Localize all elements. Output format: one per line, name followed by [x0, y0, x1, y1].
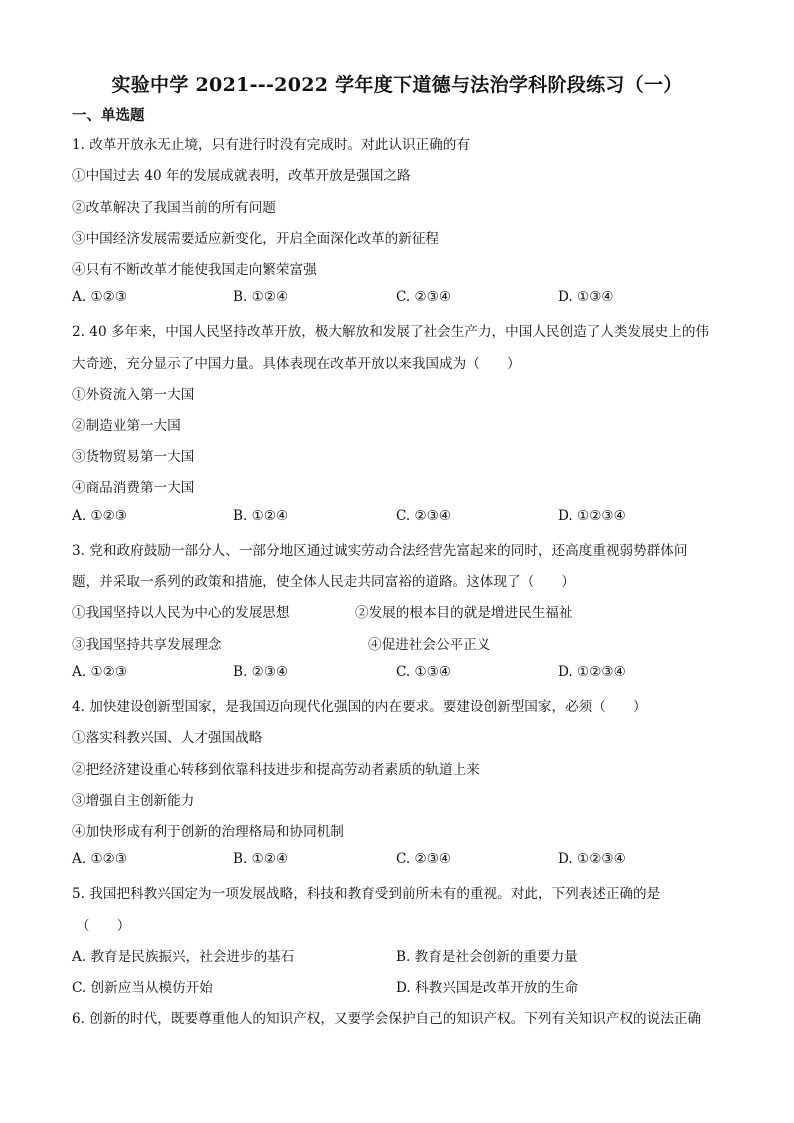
- question-3-item-1: ①我国坚持以人民为中心的发展思想: [72, 605, 290, 621]
- question-5-option-a: A. 教育是民族振兴，社会进步的基石: [72, 949, 295, 965]
- question-1-option-c: C. ②③④: [396, 289, 452, 305]
- question-5-option-b: B. 教育是社会创新的重要力量: [396, 949, 578, 965]
- question-1-option-a: A. ①②③: [72, 289, 128, 305]
- question-4-item-4: ④加快形成有利于创新的治理格局和协同机制: [72, 824, 344, 840]
- question-5-option-d: D. 科教兴国是改革开放的生命: [396, 980, 579, 996]
- question-3-item-3: ③我国坚持共享发展理念: [72, 637, 222, 653]
- question-3-option-a: A. ①②③: [72, 664, 128, 680]
- question-1-item-2: ②改革解决了我国当前的所有问题: [72, 200, 276, 216]
- question-4-item-2: ②把经济建设重心转移到依靠科技进步和提高劳动者素质的轨道上来: [72, 762, 480, 778]
- question-4-item-1: ①落实科教兴国、人才强国战略: [72, 730, 263, 746]
- question-1-item-1: ①中国过去 40 年的发展成就表明，改革开放是强国之路: [72, 168, 411, 184]
- question-3-option-c: C. ①③④: [396, 664, 452, 680]
- question-1-stem: 1. 改革开放永无止境，只有进行时没有完成时。对此认识正确的有: [72, 137, 470, 153]
- question-1-item-3: ③中国经济发展需要适应新变化，开启全面深化改革的新征程: [72, 231, 440, 247]
- question-2-item-3: ③货物贸易第一大国: [72, 449, 195, 465]
- question-2-item-1: ①外资流入第一大国: [72, 387, 195, 403]
- question-2-item-2: ②制造业第一大国: [72, 418, 181, 434]
- question-2-stem-line-2: 大奇迹，充分显示了中国力量。具体表现在改革开放以来我国成为（ ）: [72, 356, 521, 372]
- question-3-item-2: ②发展的根本目的就是增进民生福祉: [355, 605, 573, 621]
- question-3-stem-line-2: 题，并采取一系列的政策和措施，使全体人民走共同富裕的道路。这体现了（ ）: [72, 574, 575, 590]
- question-2-option-a: A. ①②③: [72, 508, 128, 524]
- question-1-option-b: B. ①②④: [233, 289, 289, 305]
- question-3-item-4: ④促进社会公平正义: [368, 637, 491, 653]
- question-4-option-a: A. ①②③: [72, 851, 128, 867]
- question-4-stem: 4. 加快建设创新型国家，是我国迈向现代化强国的内在要求。要建设创新型国家，必须（ ）: [72, 699, 647, 715]
- question-2-option-c: C. ②③④: [396, 508, 452, 524]
- question-4-option-b: B. ①②④: [233, 851, 289, 867]
- question-4-item-3: ③增强自主创新能力: [72, 793, 195, 809]
- question-4-option-c: C. ②③④: [396, 851, 452, 867]
- question-3-option-b: B. ②③④: [233, 664, 289, 680]
- question-2-stem-line-1: 2. 40 多年来，中国人民坚持改革开放，极大解放和发展了社会生产力，中国人民创造了人类发展史上的伟: [72, 324, 710, 340]
- question-3-stem-line-1: 3. 党和政府鼓励一部分人、一部分地区通过诚实劳动合法经营先富起来的同时，还高度重视弱势群体问: [72, 543, 688, 559]
- question-3-option-d: D. ①②③④: [558, 664, 626, 680]
- question-2-item-4: ④商品消费第一大国: [72, 480, 195, 496]
- question-2-option-b: B. ①②④: [233, 508, 289, 524]
- question-6-stem-line-1: 6. 创新的时代，既要尊重他人的知识产权，又要学会保护自己的知识产权。下列有关知识产权的说法正确: [72, 1011, 702, 1027]
- question-5-option-c: C. 创新应当从模仿开始: [72, 980, 213, 996]
- question-5-stem-line-1: 5. 我国把科教兴国定为一项发展战略，科技和教育受到前所未有的重视。对此，下列表述正确的是: [72, 886, 661, 902]
- question-1-option-d: D. ①③④: [558, 289, 614, 305]
- question-5-stem-line-2: （ ）: [76, 918, 131, 934]
- document-title: 实验中学 2021---2022 学年度下道德与法治学科阶段练习（一）: [111, 74, 683, 96]
- question-4-option-d: D. ①②③④: [558, 851, 626, 867]
- section-heading: 一、单选题: [72, 107, 145, 124]
- question-2-option-d: D. ①②③④: [558, 508, 626, 524]
- question-1-item-4: ④只有不断改革才能使我国走向繁荣富强: [72, 262, 317, 278]
